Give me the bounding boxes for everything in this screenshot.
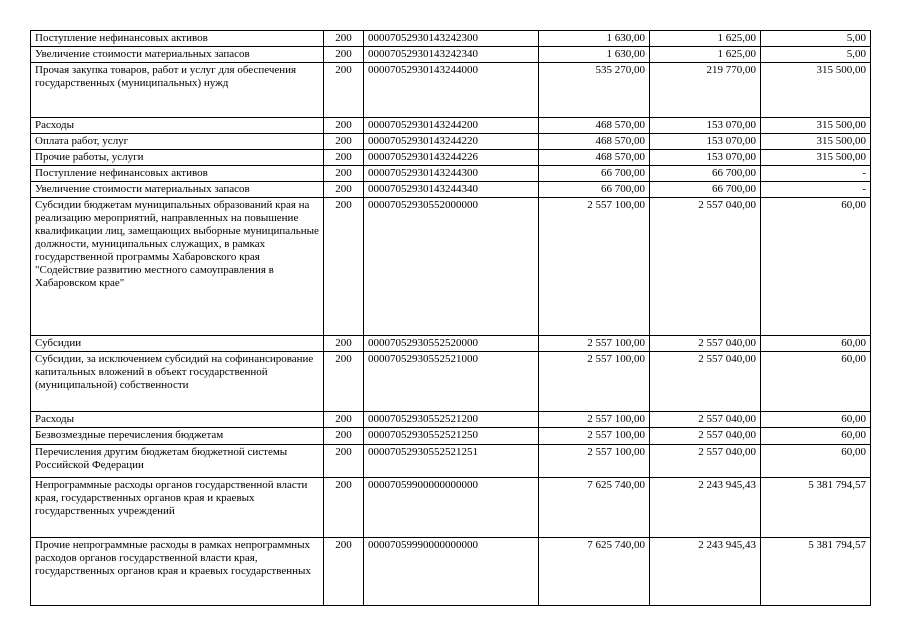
row-unexecuted: - [761, 166, 871, 182]
row-name: Субсидии бюджетам муниципальных образований края на реализацию мероприятий, направленных на повышение квалификации лиц, замещающих выборные муниципальные должности, муниципальных служащих, в рамках государственной программы Хабаровского края "Содействие развитию местного самоуправления в Хабаровском крае" [31, 198, 324, 336]
row-classification-code: 00007052930552521200 [364, 412, 539, 428]
row-executed: 66 700,00 [650, 166, 761, 182]
row-approved: 2 557 100,00 [539, 445, 650, 478]
row-line-code: 200 [324, 336, 364, 352]
row-executed: 2 243 945,43 [650, 478, 761, 538]
row-line-code: 200 [324, 134, 364, 150]
row-unexecuted: 315 500,00 [761, 118, 871, 134]
row-approved: 2 557 100,00 [539, 198, 650, 336]
row-line-code: 200 [324, 352, 364, 412]
row-name: Прочие работы, услуги [31, 150, 324, 166]
row-line-code: 200 [324, 478, 364, 538]
table-row [31, 538, 871, 606]
row-name: Прочие непрограммные расходы в рамках непрограммных расходов органов государственной власти края, государственных органов края и краевых государственных [31, 538, 324, 606]
row-unexecuted: - [761, 182, 871, 198]
table-row [31, 352, 871, 412]
row-line-code: 200 [324, 63, 364, 118]
table-row [31, 182, 871, 198]
row-unexecuted: 60,00 [761, 198, 871, 336]
row-approved: 66 700,00 [539, 182, 650, 198]
row-line-code: 200 [324, 118, 364, 134]
table-row [31, 63, 871, 118]
table-row [31, 134, 871, 150]
row-executed: 1 625,00 [650, 47, 761, 63]
row-line-code: 200 [324, 428, 364, 445]
row-line-code: 200 [324, 47, 364, 63]
budget-expenditure-table [30, 30, 871, 606]
row-name: Субсидии [31, 336, 324, 352]
row-executed: 2 557 040,00 [650, 198, 761, 336]
row-unexecuted: 60,00 [761, 352, 871, 412]
row-classification-code: 00007052930143242340 [364, 47, 539, 63]
row-classification-code: 00007052930143244340 [364, 182, 539, 198]
row-unexecuted: 5 381 794,57 [761, 478, 871, 538]
table-row [31, 118, 871, 134]
row-line-code: 200 [324, 412, 364, 428]
table-row [31, 198, 871, 336]
row-classification-code: 00007052930143244000 [364, 63, 539, 118]
row-classification-code: 00007059990000000000 [364, 538, 539, 606]
row-classification-code: 00007052930552000000 [364, 198, 539, 336]
row-executed: 2 557 040,00 [650, 336, 761, 352]
row-approved: 7 625 740,00 [539, 538, 650, 606]
row-classification-code: 00007059900000000000 [364, 478, 539, 538]
row-executed: 1 625,00 [650, 31, 761, 47]
row-line-code: 200 [324, 198, 364, 336]
row-name: Поступление нефинансовых активов [31, 166, 324, 182]
row-name: Перечисления другим бюджетам бюджетной системы Российской Федерации [31, 445, 324, 478]
row-name: Непрограммные расходы органов государственной власти края, государственных органов края и краевых государственных учреждений [31, 478, 324, 538]
row-executed: 153 070,00 [650, 134, 761, 150]
row-name: Поступление нефинансовых активов [31, 31, 324, 47]
table-row [31, 166, 871, 182]
row-unexecuted: 315 500,00 [761, 63, 871, 118]
row-line-code: 200 [324, 166, 364, 182]
table-row [31, 150, 871, 166]
row-name: Расходы [31, 412, 324, 428]
row-line-code: 200 [324, 31, 364, 47]
table-row [31, 31, 871, 47]
row-approved: 2 557 100,00 [539, 412, 650, 428]
row-unexecuted: 60,00 [761, 412, 871, 428]
row-line-code: 200 [324, 445, 364, 478]
row-name: Увеличение стоимости материальных запасов [31, 47, 324, 63]
row-classification-code: 00007052930552521250 [364, 428, 539, 445]
row-line-code: 200 [324, 182, 364, 198]
row-executed: 2 557 040,00 [650, 445, 761, 478]
table-row [31, 428, 871, 445]
row-classification-code: 00007052930552521251 [364, 445, 539, 478]
row-unexecuted: 315 500,00 [761, 150, 871, 166]
table-row [31, 336, 871, 352]
row-approved: 66 700,00 [539, 166, 650, 182]
row-name: Субсидии, за исключением субсидий на софинансирование капитальных вложений в объект государственной (муниципальной) собственности [31, 352, 324, 412]
row-approved: 468 570,00 [539, 150, 650, 166]
table-row [31, 478, 871, 538]
row-approved: 1 630,00 [539, 31, 650, 47]
row-unexecuted: 5,00 [761, 47, 871, 63]
row-approved: 1 630,00 [539, 47, 650, 63]
row-classification-code: 00007052930143244200 [364, 118, 539, 134]
row-name: Оплата работ, услуг [31, 134, 324, 150]
row-approved: 7 625 740,00 [539, 478, 650, 538]
row-approved: 468 570,00 [539, 118, 650, 134]
row-executed: 2 243 945,43 [650, 538, 761, 606]
row-approved: 535 270,00 [539, 63, 650, 118]
row-approved: 2 557 100,00 [539, 428, 650, 445]
row-executed: 66 700,00 [650, 182, 761, 198]
row-classification-code: 00007052930143244226 [364, 150, 539, 166]
row-unexecuted: 60,00 [761, 336, 871, 352]
table-row [31, 445, 871, 478]
table-row [31, 47, 871, 63]
row-approved: 2 557 100,00 [539, 352, 650, 412]
row-approved: 2 557 100,00 [539, 336, 650, 352]
row-unexecuted: 315 500,00 [761, 134, 871, 150]
row-classification-code: 00007052930143242300 [364, 31, 539, 47]
row-executed: 219 770,00 [650, 63, 761, 118]
row-executed: 2 557 040,00 [650, 428, 761, 445]
table-row [31, 412, 871, 428]
row-name: Безвозмездные перечисления бюджетам [31, 428, 324, 445]
row-name: Увеличение стоимости материальных запасов [31, 182, 324, 198]
row-classification-code: 00007052930143244220 [364, 134, 539, 150]
row-classification-code: 00007052930552521000 [364, 352, 539, 412]
row-line-code: 200 [324, 538, 364, 606]
row-executed: 153 070,00 [650, 150, 761, 166]
row-executed: 2 557 040,00 [650, 352, 761, 412]
row-name: Прочая закупка товаров, работ и услуг для обеспечения государственных (муниципальных) нужд [31, 63, 324, 118]
row-executed: 153 070,00 [650, 118, 761, 134]
row-classification-code: 00007052930552520000 [364, 336, 539, 352]
row-classification-code: 00007052930143244300 [364, 166, 539, 182]
row-unexecuted: 60,00 [761, 428, 871, 445]
row-name: Расходы [31, 118, 324, 134]
row-unexecuted: 5 381 794,57 [761, 538, 871, 606]
row-unexecuted: 5,00 [761, 31, 871, 47]
row-line-code: 200 [324, 150, 364, 166]
row-approved: 468 570,00 [539, 134, 650, 150]
row-executed: 2 557 040,00 [650, 412, 761, 428]
row-unexecuted: 60,00 [761, 445, 871, 478]
